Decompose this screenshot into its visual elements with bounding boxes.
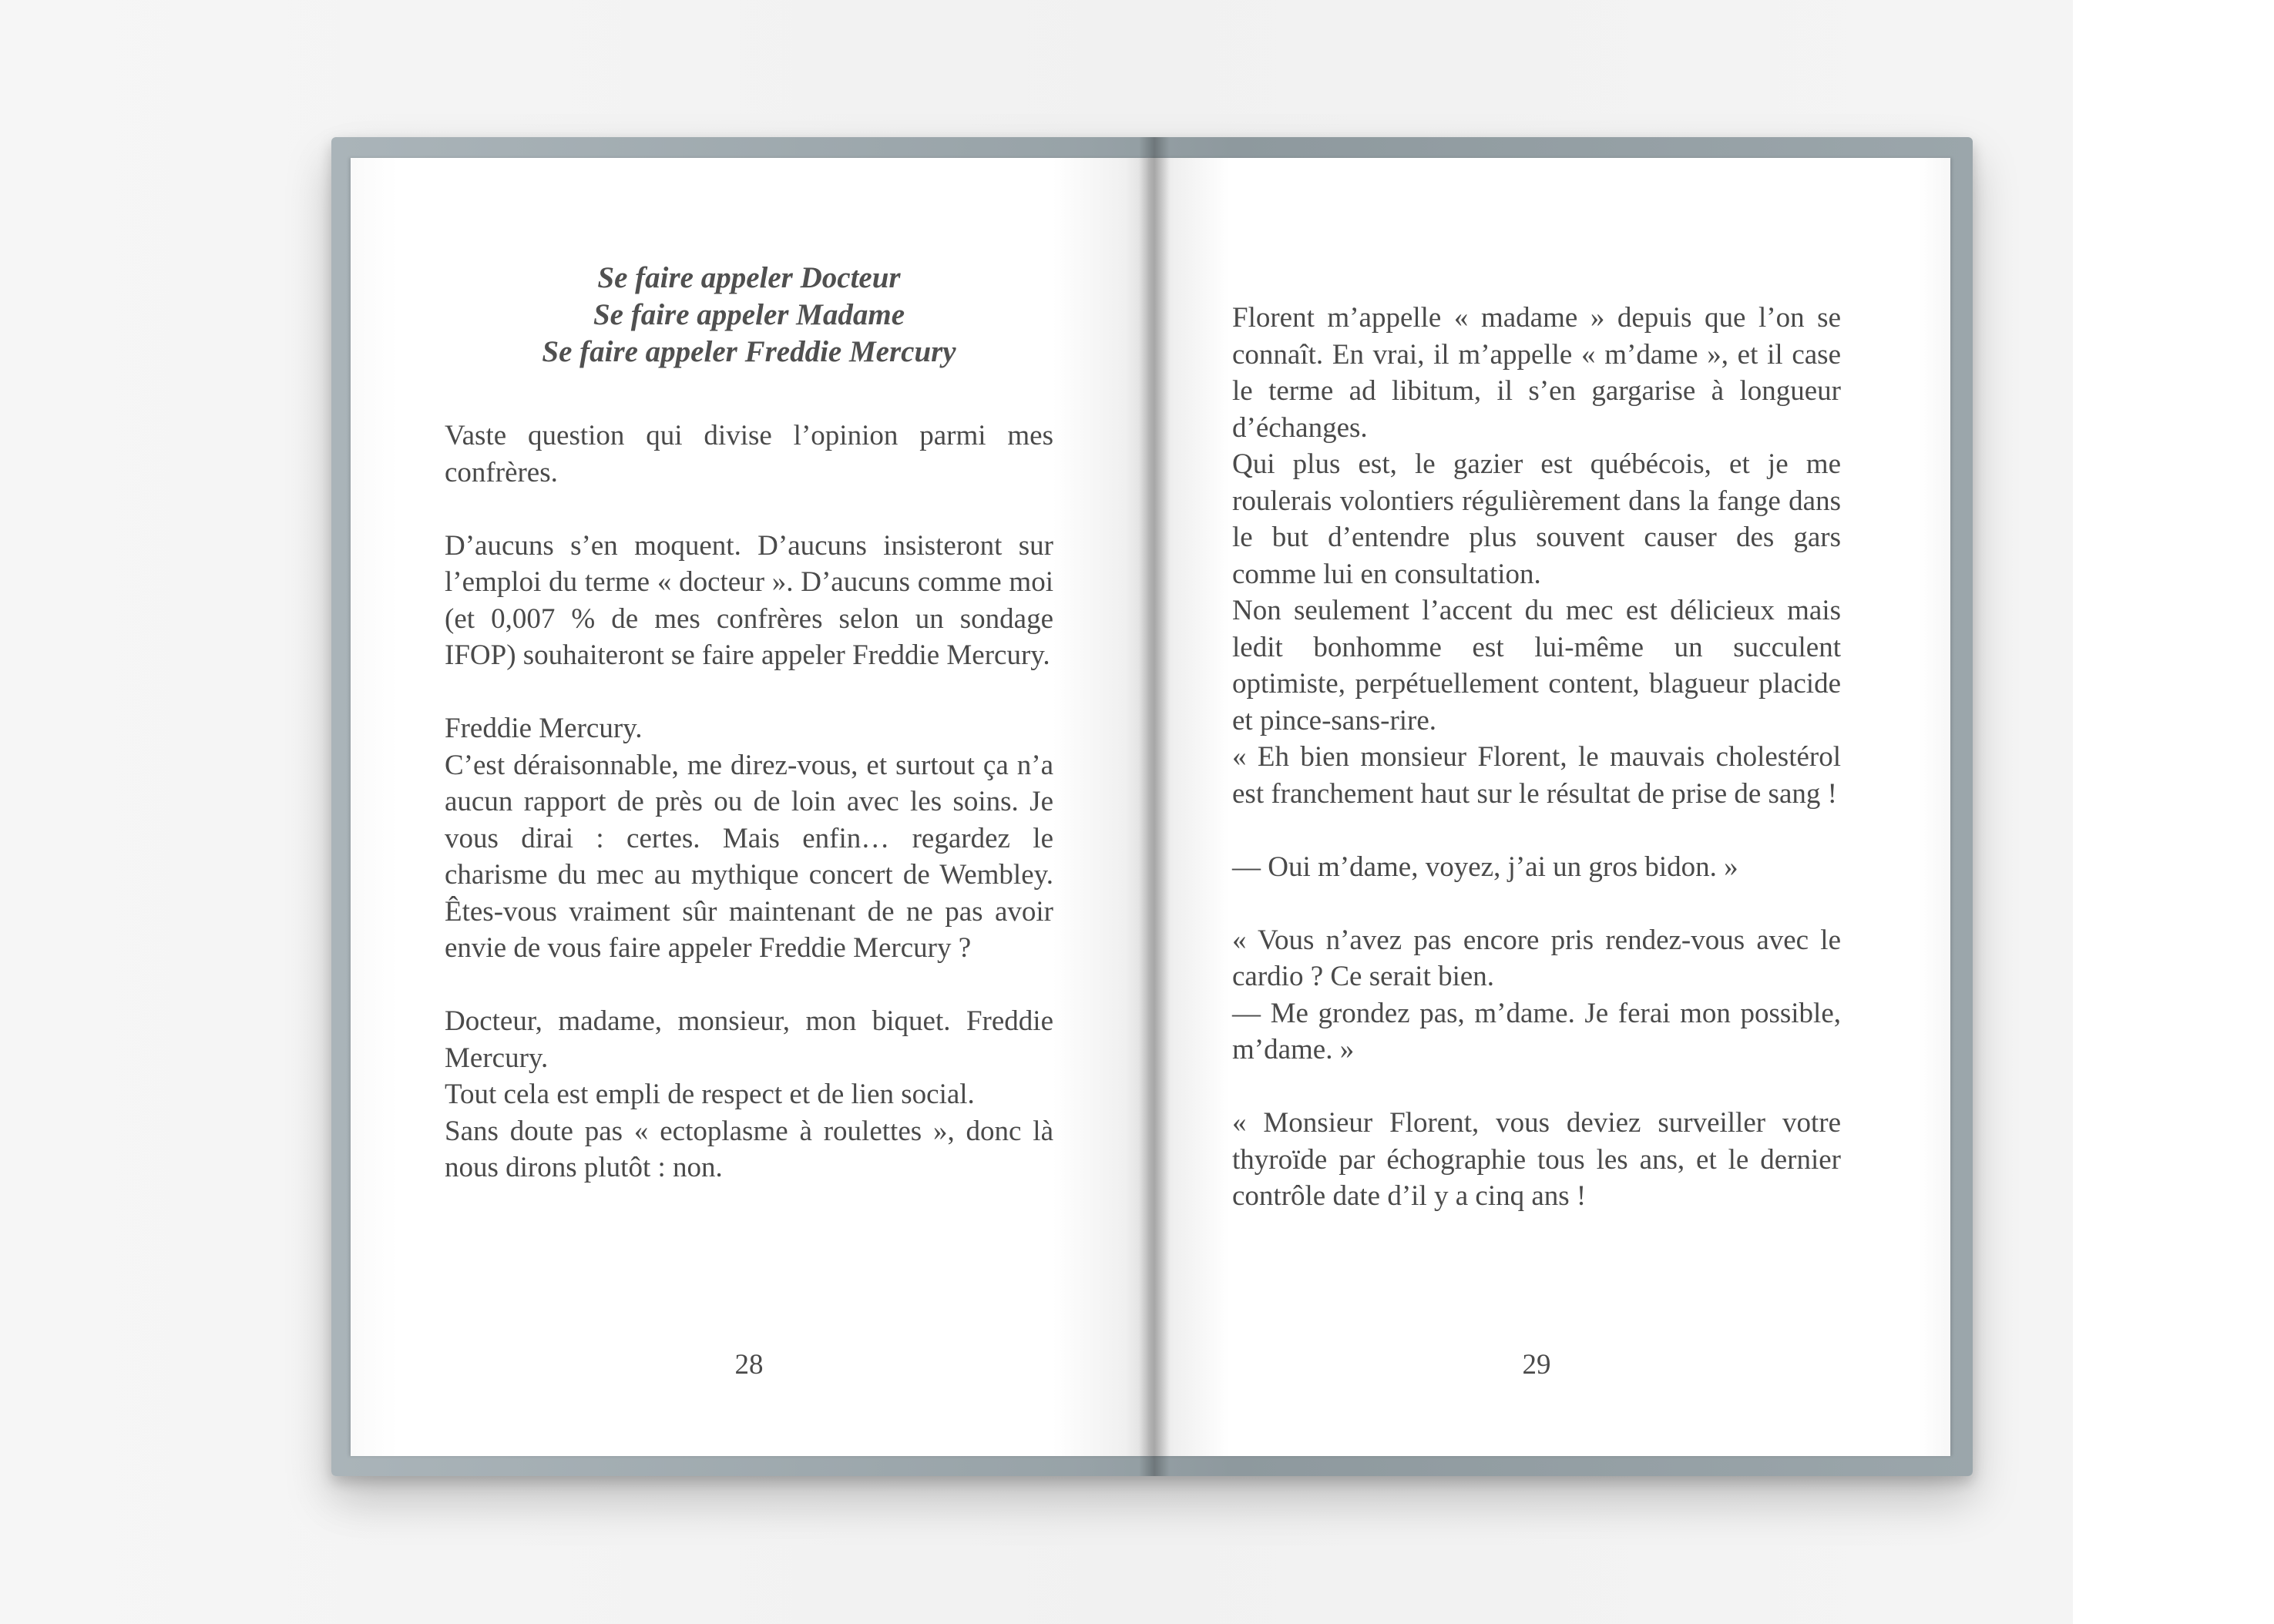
paragraph: — Me grondez pas, m’dame. Je ferai mon possible, m’dame. » bbox=[1232, 997, 1841, 1065]
paragraph: Vaste question qui divise l’opinion parmi mes confrères. bbox=[445, 420, 1053, 488]
right-page bbox=[1149, 158, 1950, 1456]
paragraph: Docteur, madame, monsieur, mon biquet. Freddie Mercury. bbox=[445, 1005, 1053, 1074]
heading-line-2: Se faire appeler Madame bbox=[593, 298, 905, 331]
paragraph: Sans doute pas « ectoplasme à roulettes », donc là nous dirons plutôt : non. bbox=[445, 1115, 1053, 1183]
paragraph: D’aucuns s’en moquent. D’aucuns insisteront sur l’emploi du terme « docteur ». D’aucuns comme moi (et 0,007 % de mes confrères selon un sondage IFOP) souhaiteront se faire appeler Freddie Mercury. bbox=[445, 529, 1053, 671]
paragraph: « Monsieur Florent, vous deviez surveiller votre thyroïde par échographie tous les ans, et le dernier contrôle date d’il y a cinq ans ! bbox=[1232, 1107, 1841, 1212]
paragraph: C’est déraisonnable, me direz-vous, et surtout ça n’a aucun rapport de près ou de loin avec les soins. Je vous dirai : certes. Mais enfin… regardez le charisme du mec au mythique concert de Wembley. Êtes-vous vraiment sûr maintenant de ne pas avoir envie de vous faire appeler Freddie Mercury ? bbox=[445, 749, 1053, 964]
paragraph: « Vous n’avez pas encore pris rendez-vous avec le cardio ? Ce serait bien. bbox=[1232, 924, 1841, 992]
heading-line-1: Se faire appeler Docteur bbox=[597, 261, 901, 294]
right-page-body bbox=[1232, 300, 1841, 1215]
paragraph: — Oui m’dame, voyez, j’ai un gros bidon. » bbox=[1232, 851, 1738, 883]
paragraph: Non seulement l’accent du mec est délicieux mais ledit bonhomme est lui-même un succulent optimiste, perpétuellement content, blagueur placide et pince-sans-rire. bbox=[1232, 595, 1841, 737]
left-page bbox=[351, 158, 1149, 1456]
paragraph: « Eh bien monsieur Florent, le mauvais cholestérol est franchement haut sur le résultat de prise de sang ! bbox=[1232, 741, 1841, 810]
book-spine bbox=[1139, 137, 1170, 1476]
paragraph: Qui plus est, le gazier est québécois, et je me roulerais volontiers régulièrement dans la fange dans le but d’entendre plus souvent causer des gars comme lui en consultation. bbox=[1232, 448, 1841, 590]
background-strip bbox=[2073, 0, 2274, 1624]
heading-line-3: Se faire appeler Freddie Mercury bbox=[542, 335, 956, 368]
page-number: 28 bbox=[734, 1349, 764, 1381]
page-number: 29 bbox=[1522, 1349, 1551, 1381]
left-page-body bbox=[445, 418, 1053, 1186]
paragraph: Freddie Mercury. bbox=[445, 713, 643, 744]
paragraph: Florent m’appelle « madame » depuis que l’on se connaît. En vrai, il m’appelle « m’dame », et il case le terme ad libitum, il s’en gargarise à longueur d’échanges. bbox=[1232, 302, 1841, 444]
paragraph: Tout cela est empli de respect et de lien social. bbox=[445, 1079, 975, 1110]
chapter-heading bbox=[445, 260, 1053, 371]
